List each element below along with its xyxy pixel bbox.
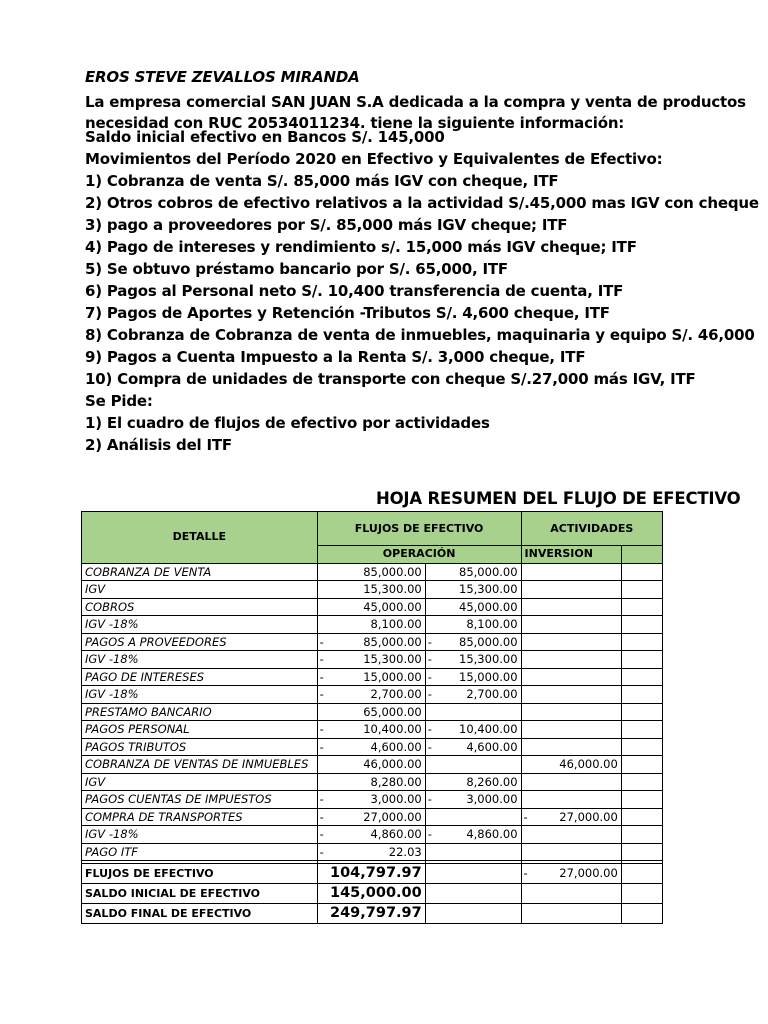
intro-line: 2) Análisis del ITF [85, 436, 232, 454]
total-label: SALDO FINAL DE EFECTIVO [82, 904, 318, 924]
intro-line: 10) Compra de unidades de transporte con cheque S/.27,000 más IGV, ITF [85, 370, 696, 388]
total-row [82, 864, 663, 884]
amount-cell [425, 563, 521, 581]
amount-cell [521, 791, 621, 809]
amount-cell [521, 633, 621, 651]
amount-cell [521, 808, 621, 826]
row-label: PAGO ITF [82, 843, 318, 861]
total-value: 145,000.00 [317, 884, 425, 904]
row-label: IGV -18% [82, 616, 318, 634]
negative-sign: - [319, 652, 324, 666]
table-row [82, 703, 663, 721]
amount-cell [317, 756, 425, 774]
amount-value: 45,000.00 [363, 599, 422, 614]
amount-cell [521, 668, 621, 686]
amount-value: 85,000.00 [363, 634, 422, 649]
empty-cell [621, 668, 662, 686]
empty-cell [621, 616, 662, 634]
amount-cell [317, 808, 425, 826]
amount-cell [521, 703, 621, 721]
negative-sign: - [427, 687, 432, 701]
col-detalle: DETALLE [82, 512, 318, 564]
empty-cell [621, 633, 662, 651]
total-label: SALDO INICIAL DE EFECTIVO [82, 884, 318, 904]
intro-line: Se Pide: [85, 392, 153, 410]
amount-cell [317, 651, 425, 669]
negative-sign: - [319, 792, 324, 806]
amount-cell [521, 598, 621, 616]
amount-cell [317, 598, 425, 616]
amount-cell [425, 598, 521, 616]
negative-sign: - [427, 739, 432, 754]
amount-value: 22.03 [388, 844, 422, 859]
col-flujos: FLUJOS DE EFECTIVO [317, 512, 521, 546]
amount-cell [425, 756, 521, 774]
negative-sign: - [427, 722, 432, 736]
negative-sign: - [319, 722, 324, 736]
amount-value: 2,700.00 [370, 687, 422, 702]
amount-cell [521, 843, 621, 861]
amount-cell [317, 843, 425, 861]
amount-value: 27,000.00 [559, 866, 618, 880]
empty-cell [621, 826, 662, 844]
amount-cell [425, 651, 521, 669]
amount-value: 4,860.00 [370, 827, 422, 842]
amount-cell [425, 581, 521, 599]
row-label: PAGOS TRIBUTOS [82, 738, 318, 756]
empty-cell [621, 808, 662, 826]
table-row [82, 826, 663, 844]
amount-value: 46,000.00 [559, 757, 618, 772]
amount-cell [425, 616, 521, 634]
total-row [82, 884, 663, 904]
amount-value: 4,600.00 [370, 739, 422, 754]
row-label: PRESTAMO BANCARIO [82, 703, 318, 721]
table-row [82, 668, 663, 686]
empty-cell [425, 864, 521, 884]
negative-sign: - [319, 634, 324, 649]
amount-value: 85,000.00 [363, 564, 422, 579]
amount-cell [425, 738, 521, 756]
table-row [82, 598, 663, 616]
amount-value: 2,700.00 [466, 687, 518, 702]
amount-value: 65,000.00 [363, 704, 422, 719]
amount-cell [521, 773, 621, 791]
empty-cell [621, 651, 662, 669]
negative-sign: - [427, 634, 432, 649]
amount-cell [317, 616, 425, 634]
total-value: 249,797.97 [317, 904, 425, 924]
amount-cell [425, 633, 521, 651]
empty-cell [621, 773, 662, 791]
negative-sign: - [319, 827, 324, 841]
row-label: IGV -18% [82, 686, 318, 704]
table-row [82, 686, 663, 704]
empty-cell [621, 738, 662, 756]
row-label: PAGO DE INTERESES [82, 668, 318, 686]
intro-line: 7) Pagos de Aportes y Retención -Tributos S/. 4,600 cheque, ITF [85, 304, 610, 322]
empty-cell [425, 884, 521, 904]
empty-cell [425, 904, 521, 924]
empty-cell [621, 884, 662, 904]
total-row [82, 904, 663, 924]
table-row [82, 616, 663, 634]
amount-cell [425, 791, 521, 809]
intro-line: necesidad con RUC 20534011234. tiene la siguiente información: [85, 114, 625, 132]
intro-line: 5) Se obtuvo préstamo bancario por S/. 65,000, ITF [85, 260, 508, 278]
amount-value: 4,600.00 [466, 739, 518, 754]
amount-cell [425, 843, 521, 861]
author-name: EROS STEVE ZEVALLOS MIRANDA [85, 68, 360, 86]
amount-value: 45,000.00 [459, 599, 518, 614]
amount-cell [425, 826, 521, 844]
intro-line: 1) El cuadro de flujos de efectivo por actividades [85, 414, 490, 432]
amount-cell [317, 773, 425, 791]
table-row [82, 808, 663, 826]
amount-value: 46,000.00 [363, 757, 422, 772]
amount-cell [521, 721, 621, 739]
amount-cell [317, 633, 425, 651]
row-label: IGV [82, 773, 318, 791]
row-label: COBROS [82, 598, 318, 616]
negative-sign: - [319, 809, 324, 824]
amount-cell [317, 703, 425, 721]
amount-cell [425, 686, 521, 704]
empty-cell [621, 703, 662, 721]
amount-cell [521, 904, 621, 924]
amount-cell [317, 563, 425, 581]
amount-value: 15,300.00 [363, 652, 422, 667]
empty-cell [621, 864, 662, 884]
amount-value: 3,000.00 [370, 792, 422, 807]
amount-value: 15,000.00 [459, 669, 518, 684]
intro-line: Saldo inicial efectivo en Bancos S/. 145,000 [85, 128, 445, 146]
table-body [82, 563, 663, 861]
table-row [82, 738, 663, 756]
row-label: PAGOS A PROVEEDORES [82, 633, 318, 651]
amount-value: 85,000.00 [459, 564, 518, 579]
table-row [82, 563, 663, 581]
negative-sign: - [427, 792, 432, 806]
empty-cell [621, 598, 662, 616]
amount-cell [521, 686, 621, 704]
intro-line: 8) Cobranza de Cobranza de venta de inmuebles, maquinaria y equipo S/. 46,000 [85, 326, 755, 344]
empty-cell [621, 581, 662, 599]
amount-cell [521, 864, 621, 884]
table-row [82, 756, 663, 774]
empty-cell [621, 721, 662, 739]
table-row [82, 773, 663, 791]
intro-line: 1) Cobranza de venta S/. 85,000 más IGV con cheque, ITF [85, 172, 559, 190]
amount-cell [425, 808, 521, 826]
intro-line: Movimientos del Período 2020 en Efectivo y Equivalentes de Efectivo: [85, 150, 663, 168]
negative-sign: - [523, 866, 528, 880]
sub-operacion: OPERACIÓN [317, 546, 521, 564]
empty-cell [621, 843, 662, 861]
amount-value: 15,000.00 [363, 669, 422, 684]
amount-cell [317, 826, 425, 844]
intro-line: 4) Pago de intereses y rendimiento s/. 15,000 más IGV cheque; ITF [85, 238, 637, 256]
negative-sign: - [427, 652, 432, 666]
amount-value: 4,860.00 [466, 827, 518, 842]
row-label: COBRANZA DE VENTAS DE INMUEBLES [82, 756, 318, 774]
intro-line: 2) Otros cobros de efectivo relativos a la actividad S/.45,000 mas IGV con cheque [85, 194, 759, 212]
row-label: PAGOS CUENTAS DE IMPUESTOS [82, 791, 318, 809]
amount-value: 8,260.00 [466, 774, 518, 789]
amount-cell [317, 791, 425, 809]
table-row [82, 791, 663, 809]
amount-value: 8,100.00 [370, 617, 422, 632]
sub-empty [621, 546, 662, 564]
table-row [82, 633, 663, 651]
empty-cell [621, 563, 662, 581]
table-row [82, 581, 663, 599]
row-label: IGV [82, 581, 318, 599]
amount-value: 8,280.00 [370, 774, 422, 789]
table-totals [82, 864, 663, 924]
negative-sign: - [319, 687, 324, 701]
amount-cell [521, 738, 621, 756]
negative-sign: - [319, 844, 324, 859]
negative-sign: - [427, 669, 432, 684]
total-label: FLUJOS DE EFECTIVO [82, 864, 318, 884]
amount-cell [317, 686, 425, 704]
table-row [82, 843, 663, 861]
empty-cell [621, 791, 662, 809]
empty-cell [621, 904, 662, 924]
empty-cell [621, 686, 662, 704]
amount-cell [425, 721, 521, 739]
row-label: PAGOS PERSONAL [82, 721, 318, 739]
empty-cell [621, 756, 662, 774]
amount-cell [317, 721, 425, 739]
table-row [82, 651, 663, 669]
amount-value: 15,300.00 [363, 582, 422, 597]
amount-value: 10,400.00 [459, 722, 518, 737]
amount-cell [521, 616, 621, 634]
amount-cell [425, 668, 521, 686]
amount-cell [425, 773, 521, 791]
table-header-row [82, 512, 663, 546]
amount-cell [317, 581, 425, 599]
row-label: COBRANZA DE VENTA [82, 563, 318, 581]
amount-cell [521, 581, 621, 599]
amount-cell [425, 703, 521, 721]
amount-cell [317, 668, 425, 686]
amount-value: 27,000.00 [363, 809, 422, 824]
sub-inversion: INVERSION [521, 546, 621, 564]
amount-value: 85,000.00 [459, 634, 518, 649]
negative-sign: - [427, 827, 432, 841]
negative-sign: - [523, 809, 528, 824]
amount-cell [521, 563, 621, 581]
amount-value: 3,000.00 [466, 792, 518, 807]
negative-sign: - [319, 739, 324, 754]
intro-line: La empresa comercial SAN JUAN S.A dedicada a la compra y venta de productos [85, 93, 746, 111]
amount-value: 15,300.00 [459, 652, 518, 667]
intro-line: 9) Pagos a Cuenta Impuesto a la Renta S/. 3,000 cheque, ITF [85, 348, 586, 366]
table-row [82, 721, 663, 739]
amount-cell [521, 826, 621, 844]
cash-flow-table [81, 511, 663, 924]
amount-cell [317, 738, 425, 756]
amount-cell [521, 884, 621, 904]
intro-line: 6) Pagos al Personal neto S/. 10,400 transferencia de cuenta, ITF [85, 282, 624, 300]
amount-value: 15,300.00 [459, 582, 518, 597]
row-label: IGV -18% [82, 826, 318, 844]
row-label: COMPRA DE TRANSPORTES [82, 808, 318, 826]
amount-value: 8,100.00 [466, 617, 518, 632]
amount-cell [521, 651, 621, 669]
sheet-title: HOJA RESUMEN DEL FLUJO DE EFECTIVO [376, 489, 741, 508]
amount-value: 27,000.00 [559, 809, 618, 824]
row-label: IGV -18% [82, 651, 318, 669]
amount-cell [521, 756, 621, 774]
intro-line: 3) pago a proveedores por S/. 85,000 más IGV cheque; ITF [85, 216, 568, 234]
negative-sign: - [319, 669, 324, 684]
amount-value: 10,400.00 [363, 722, 422, 737]
total-value: 104,797.97 [317, 864, 425, 884]
col-actividades: ACTIVIDADES [521, 512, 662, 546]
